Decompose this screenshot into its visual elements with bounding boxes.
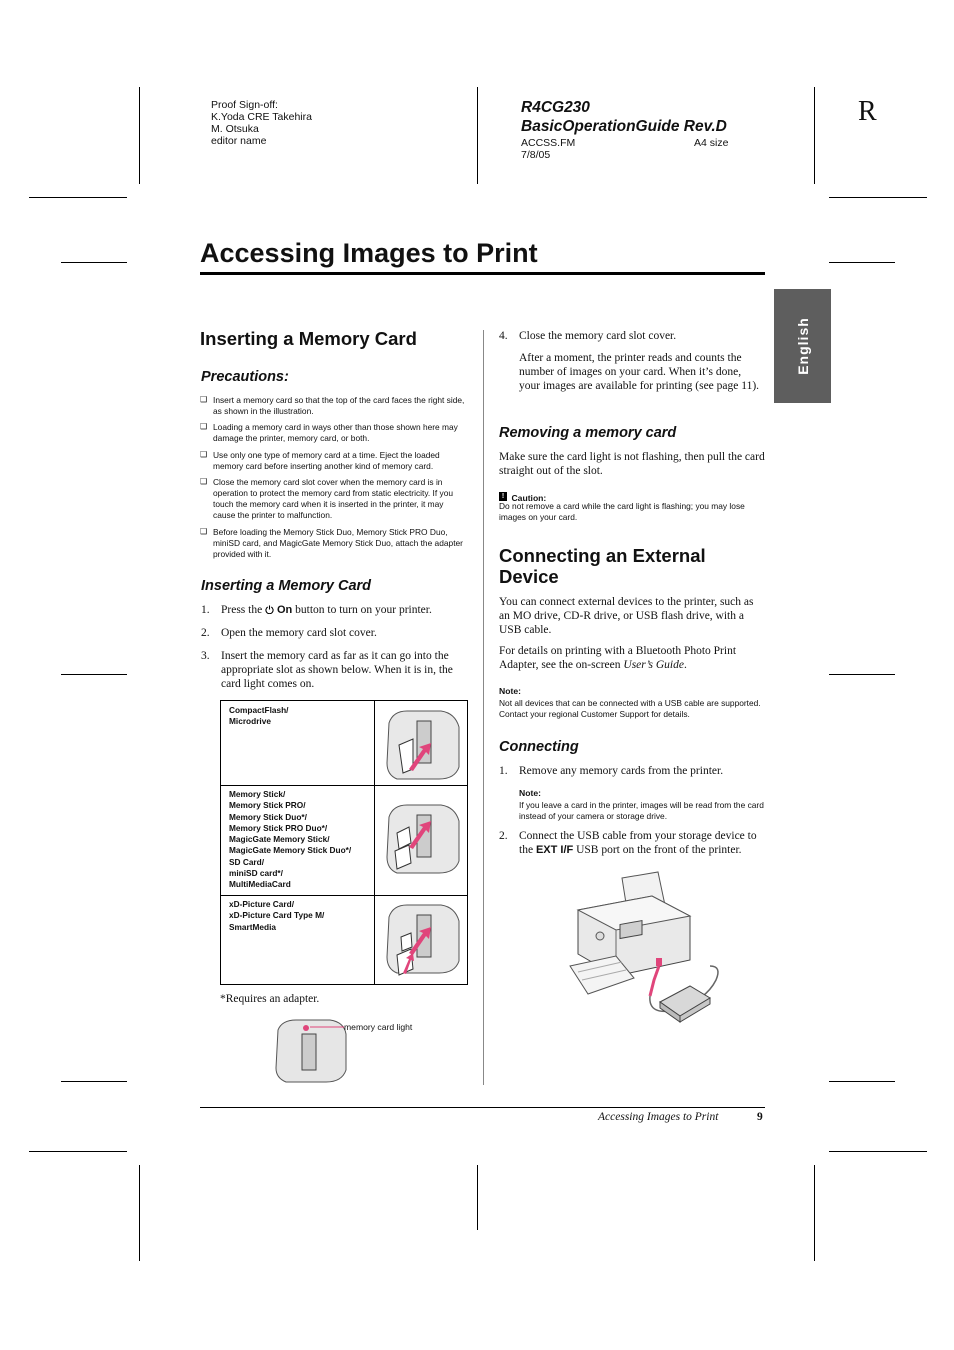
external-device-title: Connecting an External Device — [499, 545, 706, 587]
printer-usb-illustration — [566, 870, 722, 1026]
card-type-label: xD-Picture Card/ xD-Picture Card Type M/ SmartMedia — [229, 899, 325, 932]
table-row — [221, 701, 467, 786]
checkbox-bullet-icon: ❑ — [200, 527, 208, 536]
table-row — [221, 785, 467, 896]
step-text: Close the memory card slot cover. — [519, 330, 677, 342]
external-device-intro: You can connect external devices to the printer, such as an MO drive, CD-R drive, or USB flash drive, with a USB cable. — [499, 596, 754, 636]
precaution-item — [200, 395, 466, 417]
proof-signoff — [211, 99, 312, 147]
crop-mark — [829, 262, 895, 263]
language-tab-label: English — [794, 317, 811, 375]
column-divider — [483, 330, 484, 1085]
page-title: Accessing Images to Print — [200, 238, 538, 268]
note-text: Not all devices that can be connected with a USB cable are supported. Contact your regional Customer Support for details. — [499, 698, 761, 719]
step-number: 4. — [499, 330, 508, 342]
precaution-text: Before loading the Memory Stick Duo, Memory Stick PRO Duo, miniSD card, and MagicGate Memory Stick Duo, attach the adapter provided with it. — [213, 527, 463, 559]
card-light-illustration — [272, 1018, 352, 1084]
step-number: 1. — [201, 604, 210, 616]
power-icon — [265, 605, 274, 614]
xd-picture-slot-illustration — [383, 903, 463, 979]
document-id — [521, 98, 727, 136]
precaution-text: Insert a memory card so that the top of the card faces the right side, as shown in the illustration. — [213, 395, 465, 416]
step-item: 2. Connect the USB cable from your storage device to the EXT I/F USB port on the front of the printer. — [499, 830, 757, 856]
step-item — [499, 765, 765, 779]
precaution-item — [200, 450, 466, 472]
ext-if-port-label: EXT I/F — [535, 843, 574, 856]
crop-mark — [814, 87, 815, 184]
corner-mark: R — [858, 96, 877, 127]
users-guide-ref: User’s Guide — [623, 658, 684, 671]
step-item — [201, 627, 467, 641]
remove-card-title: Removing a memory card — [499, 425, 677, 441]
table-row — [221, 895, 467, 984]
proof-line: M. Otsuka — [211, 123, 259, 135]
step-text: Insert the memory card as far as it can go into the appropriate slot as shown below. When it is in, the card light comes on. — [221, 650, 453, 690]
crop-mark — [61, 262, 127, 263]
doc-name: BasicOperationGuide Rev.D — [521, 118, 727, 135]
step-number: 3. — [201, 650, 210, 662]
card-type-label: Memory Stick/ Memory Stick PRO/ Memory Stick Duo*/ Memory Stick PRO Duo*/ MagicGate Memory Stick/ MagicGate Memory Stick Duo*/ SD Card/ miniSD card*/ MultiMediaCard — [229, 789, 352, 890]
note-label: Note: — [499, 686, 521, 696]
proof-line: editor name — [211, 135, 267, 147]
precaution-text: Use only one type of memory card at a time. Eject the loaded memory card before inserting another kind of memory card. — [213, 450, 440, 471]
step-number: 1. — [499, 765, 508, 777]
crop-mark — [477, 87, 478, 184]
precaution-text: Loading a memory card in ways other than those shown here may damage the printer, memory card, or both. — [213, 422, 458, 443]
crop-mark — [829, 1151, 927, 1152]
bluetooth-paragraph: For details on printing with a Bluetooth Photo Print Adapter, see the on-screen User’s Guide. — [499, 645, 737, 671]
section-title: Inserting a Memory Card — [200, 328, 417, 349]
caution-label: Caution: — [511, 493, 547, 503]
crop-mark — [61, 674, 127, 675]
crop-mark — [829, 674, 895, 675]
step-item — [201, 650, 467, 691]
step-text: button to turn on your printer. — [295, 604, 432, 616]
precaution-item — [200, 422, 466, 444]
page-number: 9 — [757, 1111, 763, 1123]
crop-mark — [61, 1081, 127, 1082]
crop-mark — [29, 1151, 127, 1152]
crop-mark — [477, 1165, 478, 1230]
crop-mark — [29, 197, 127, 198]
paper-size: A4 size — [694, 137, 729, 149]
caution-text: Do not remove a card while the card light is flashing; you may lose images on your card. — [499, 501, 745, 522]
title-rule — [200, 272, 765, 275]
subsection-title: Inserting a Memory Card — [201, 578, 372, 594]
memory-stick-slot-illustration — [383, 803, 463, 875]
note-text: If you leave a card in the printer, images will be read from the card instead of your camera or storage drive. — [519, 800, 764, 821]
checkbox-bullet-icon: ❑ — [200, 422, 208, 431]
step-item — [201, 604, 467, 618]
proof-line: Proof Sign-off: — [211, 99, 278, 111]
footer-rule — [200, 1107, 765, 1108]
checkbox-bullet-icon: ❑ — [200, 450, 208, 459]
step-number: 2. — [201, 627, 210, 639]
precautions-title: Precautions: — [201, 369, 289, 385]
doc-code: R4CG230 — [521, 99, 590, 116]
file-date: 7/8/05 — [521, 149, 551, 161]
remove-card-text: Make sure the card light is not flashing, then pull the card straight out of the slot. — [499, 451, 765, 477]
step-detail: After a moment, the printer reads and counts the number of images on your card. When it’s done, your images are available for printing (see page 11). — [519, 352, 760, 392]
crop-mark — [139, 1165, 140, 1261]
step-text: Open the memory card slot cover. — [221, 627, 377, 639]
precaution-text: Close the memory card slot cover when the memory card is in operation to protect the memory card from static electricity. If you touch the memory card when it is inserted in the printer, it may cause the printer to malfunction. — [213, 477, 454, 520]
precaution-item — [200, 477, 466, 521]
language-tab — [774, 289, 831, 403]
crop-mark — [829, 197, 927, 198]
compactflash-slot-illustration — [383, 709, 463, 781]
crop-mark — [829, 1081, 895, 1082]
card-type-label: CompactFlash/ Microdrive — [229, 705, 289, 727]
file-name: ACCSS.FM — [521, 137, 576, 149]
footer-title: Accessing Images to Print — [598, 1111, 719, 1123]
precaution-item — [200, 527, 466, 560]
on-button-label: On — [276, 604, 293, 616]
note-label: Note: — [519, 788, 541, 798]
proof-line: K.Yoda CRE Takehira — [211, 111, 312, 123]
step-text: Remove any memory cards from the printer. — [519, 765, 724, 777]
connecting-title: Connecting — [499, 739, 579, 755]
step-number: 2. — [499, 830, 508, 842]
file-info — [521, 137, 575, 161]
checkbox-bullet-icon: ❑ — [200, 477, 208, 486]
crop-mark — [139, 87, 140, 184]
crop-mark — [814, 1165, 815, 1261]
memory-card-table — [220, 700, 468, 985]
adapter-footnote: *Requires an adapter. — [220, 993, 320, 1005]
checkbox-bullet-icon: ❑ — [200, 395, 208, 404]
card-light-label: memory card light — [344, 1022, 413, 1032]
step-item — [499, 330, 765, 344]
caution-icon: ! — [499, 492, 507, 501]
step-text: Press the — [221, 604, 263, 616]
